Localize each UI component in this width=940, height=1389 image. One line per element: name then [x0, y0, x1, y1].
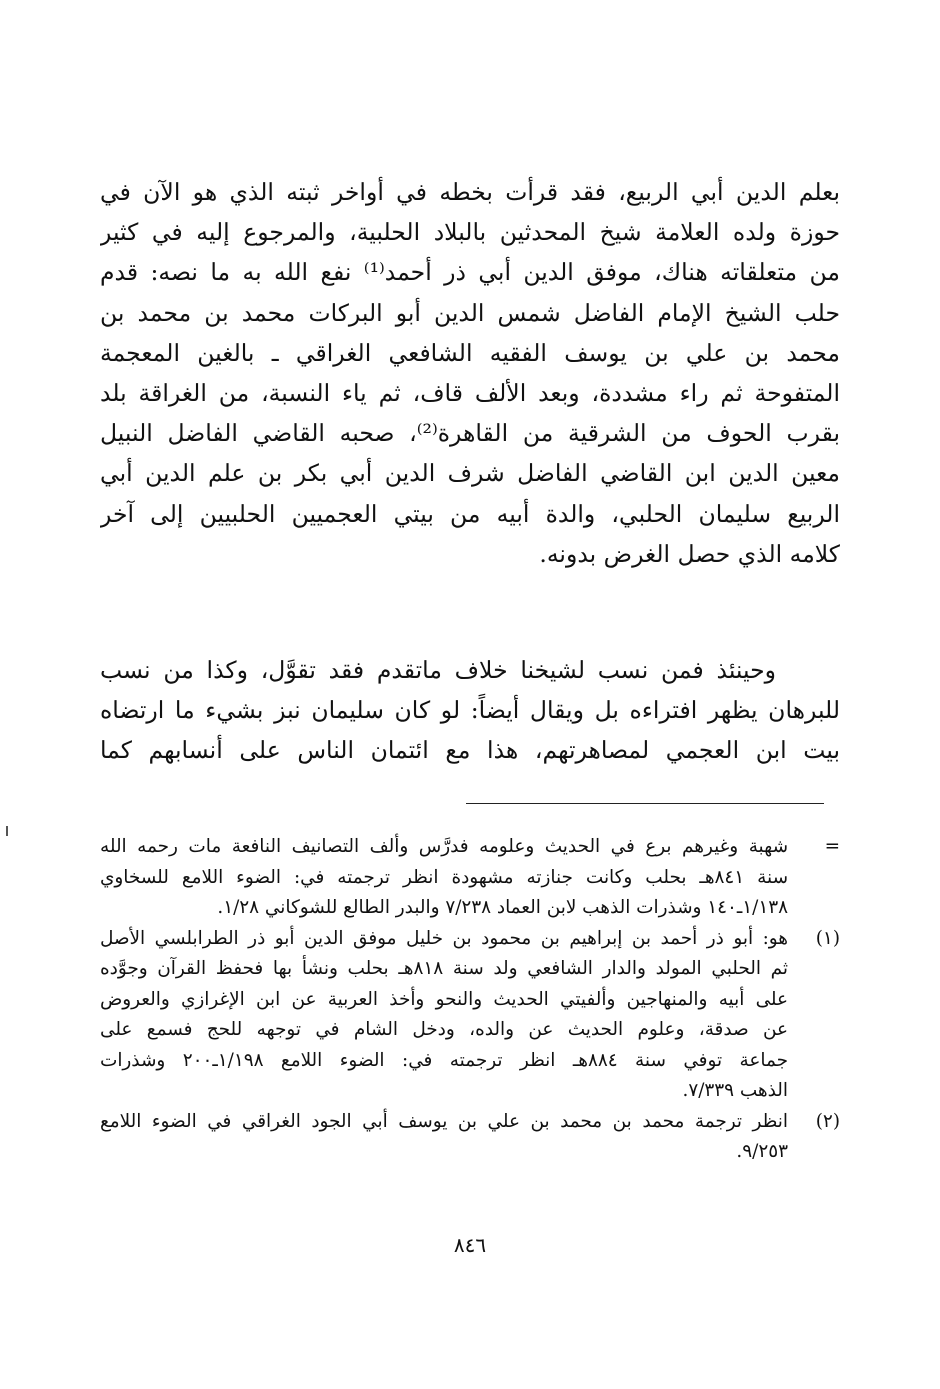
footnote-line: جماعة توفي سنة ٨٨٤هـ انظر ترجمته في: الضوء اللامع ١/١٩٨ـ٢٠٠ وشذرات — [100, 1049, 788, 1071]
page-number: ٨٤٦ — [453, 1233, 487, 1257]
footnote-line: عن صدقة، وعلوم الحديث عن والده، ودخل الشام في توجهه للحج فسمع على — [100, 1019, 788, 1040]
footnote-line — [100, 832, 840, 863]
text-line: للبرهان يظهر افتراءه بل ويقال أيضاً: لو كان سليمان نبز بشيء ما ارتضاه — [100, 696, 840, 725]
text-line: حلب الشيخ الإمام الفاضل شمس الدين أبو البركات محمد بن محمد بن — [100, 298, 840, 327]
text-line: محمد بن علي بن يوسف الفقيه الشافعي الغراقي ـ بالغين المعجمة — [100, 338, 840, 367]
footnote-separator — [466, 803, 824, 804]
text-line: معين الدين ابن القاضي الفاضل شرف الدين أبي بكر بن علم الدين أبي — [100, 459, 840, 488]
footnote-line: على أبيه والمنهاجين وألفيتي الحديث والنحو وأخذ العربية عن ابن الإغرازي والعروض — [100, 988, 788, 1010]
footnote-line: الذهب ٧/٣٣٩. — [682, 1080, 788, 1101]
footnote-marker: (٢) — [815, 1110, 840, 1132]
text-line: من متعلقاته هناك، موفق الدين أبي ذر أحمد⁽¹⁾ نفع الله به ما نصه: قدم — [100, 258, 840, 287]
footnote-line — [100, 1107, 840, 1138]
main-paragraph-2 — [100, 650, 840, 771]
footnotes — [100, 832, 840, 1168]
text-line: بقرب الحوف من الشرقية من القاهرة⁽²⁾، صحبه القاضي الفاضل النبيل — [100, 419, 840, 448]
footnote-line: ثم الحلبي المولد والدار الشافعي ولد سنة ٨١٨هـ بحلب ونشأ بها فحفظ القرآن وجوَّده — [100, 958, 788, 979]
footnote-line — [100, 924, 840, 955]
text-line: المتفوحة ثم راء مشددة، وبعد الألف قاف، ثم ياء النسبة، من الغراقة بلد — [100, 378, 840, 407]
text-line: الربيع سليمان الحلبي، والدة أبيه من بيتي العجميين الحلبيين إلى آخر — [100, 499, 840, 528]
footnote-text: هو: أبو ذر أحمد بن إبراهيم بن محمود بن خليل موفق الدين أبو ذر الطرابلسي الأصل — [100, 927, 788, 949]
text-line: وحينئذ فمن نسب لشيخنا خلاف ماتقدم فقد تقوَّل، وكذا من نسب — [100, 656, 776, 684]
footnote-line: ١/١٣٨ـ١٤٠ وشذرات الذهب لابن العماد ٧/٢٣٨ والبدر الطالع للشوكاني ١/٢٨. — [217, 897, 788, 918]
footnote-marker: = — [824, 836, 840, 857]
footnote-line: ٩/٢٥٣. — [736, 1141, 788, 1162]
margin-mark — [6, 826, 8, 836]
text-line: بعلم الدين أبي الربيع، فقد قرأت بخطه في أواخر ثبته الذي هو الآن في — [100, 178, 840, 206]
footnote-marker: (١) — [815, 927, 840, 949]
main-paragraph-1 — [100, 172, 840, 574]
text-line: بيت ابن العجمي لمصاهرتهم، هذا مع ائتمان الناس على أنسابهم كما — [100, 736, 840, 765]
footnote-text: شهبة وغيرهم برع في الحديث وعلومه فدرَّس وألف التصانيف النافعة مات رحمه الله — [100, 836, 788, 857]
footnote-text: انظر ترجمة محمد بن محمد بن علي بن يوسف أبي الجود الغراقي في الضوء اللامع — [100, 1110, 788, 1132]
text-line: حوزة ولده العلامة شيخ المحدثين بالبلاد الحلبية، والمرجوع إليه في كثير — [100, 218, 840, 247]
text-line: كلامه الذي حصل الغرض بدونه. — [539, 539, 840, 568]
footnote-line: سنة ٨٤١هـ بحلب وكانت جنازته مشهودة انظر ترجمته في: الضوء اللامع للسخاوي — [100, 866, 788, 888]
